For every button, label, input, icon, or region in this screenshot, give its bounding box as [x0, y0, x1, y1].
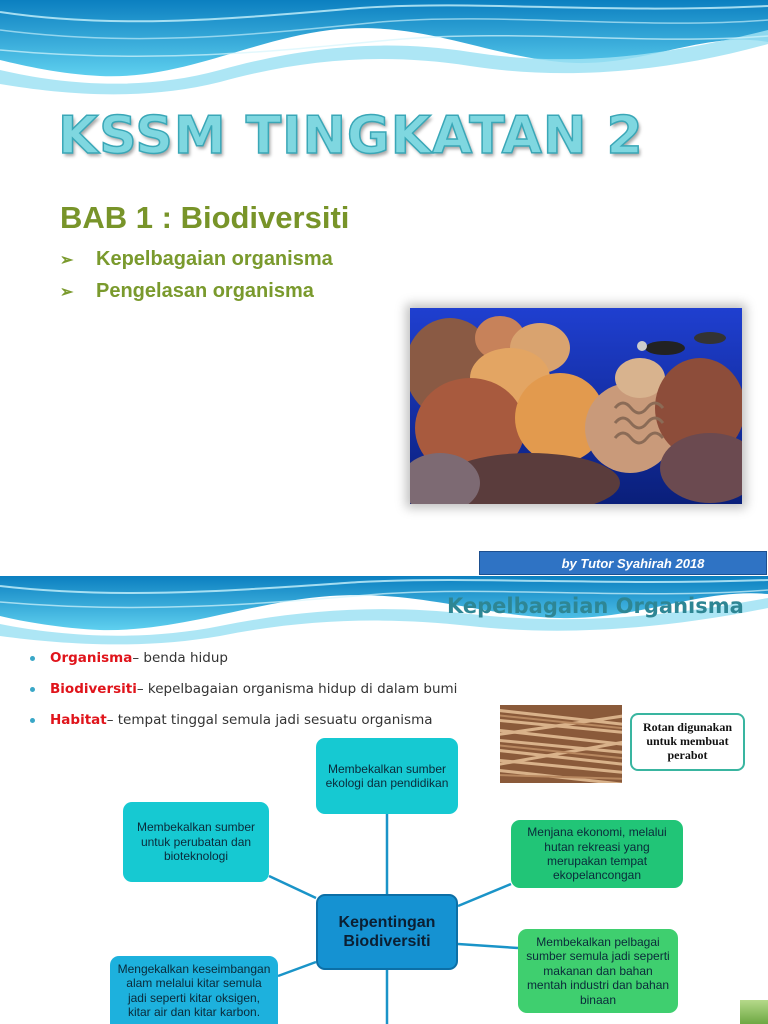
list-item: ➢ Kepelbagaian organisma — [60, 248, 333, 270]
arrow-bullet-icon: ➢ — [60, 251, 74, 269]
slide-2 — [0, 576, 768, 1024]
mind-map-node-ecology: Membekalkan sumber ekologi dan pendidikan — [316, 738, 458, 814]
tree-photo — [740, 1000, 768, 1024]
topic-list — [60, 248, 333, 312]
list-item: ➢ Pengelasan organisma — [60, 280, 314, 302]
mind-map-node-economy: Menjana ekonomi, melalui hutan rekreasi yang merupakan tempat ekopelancongan — [511, 820, 683, 888]
mind-map-node-resources: Membekalkan pelbagai sumber semula jadi seperti makanan dan bahan mentah industri dan bahan binaan — [518, 929, 678, 1013]
slide-title: Kepelbagaian Organisma — [447, 594, 744, 618]
rotan-caption: Rotan digunakan untuk membuat perabot — [630, 713, 745, 771]
mind-map-center: Kepentingan Biodiversiti — [316, 894, 458, 970]
definition-text: – tempat tinggal semula jadi sesuatu organisma — [106, 712, 433, 728]
chapter-subtitle: BAB 1 : Biodiversiti — [60, 200, 350, 235]
definition-term: Organisma — [50, 650, 133, 666]
author-byline: by Tutor Syahirah 2018 — [479, 551, 767, 575]
definition-text: – benda hidup — [132, 650, 228, 666]
definition-term: Biodiversiti — [50, 681, 137, 697]
coral-reef-photo — [410, 308, 742, 504]
mind-map-node-medicine: Membekalkan sumber untuk perubatan dan bioteknologi — [123, 802, 269, 882]
ocean-wave-banner — [0, 0, 768, 100]
definition-term: Habitat — [50, 712, 107, 728]
definition-text: – kepelbagaian organisma hidup di dalam bumi — [136, 681, 458, 697]
slide-title: KSSM TINGKATAN 2 — [58, 106, 644, 166]
arrow-bullet-icon: ➢ — [60, 283, 74, 301]
mind-map-node-balance: Mengekalkan keseimbangan alam melalui kitar semula jadi seperti kitar oksigen, kitar air dan kitar karbon. — [110, 956, 278, 1024]
